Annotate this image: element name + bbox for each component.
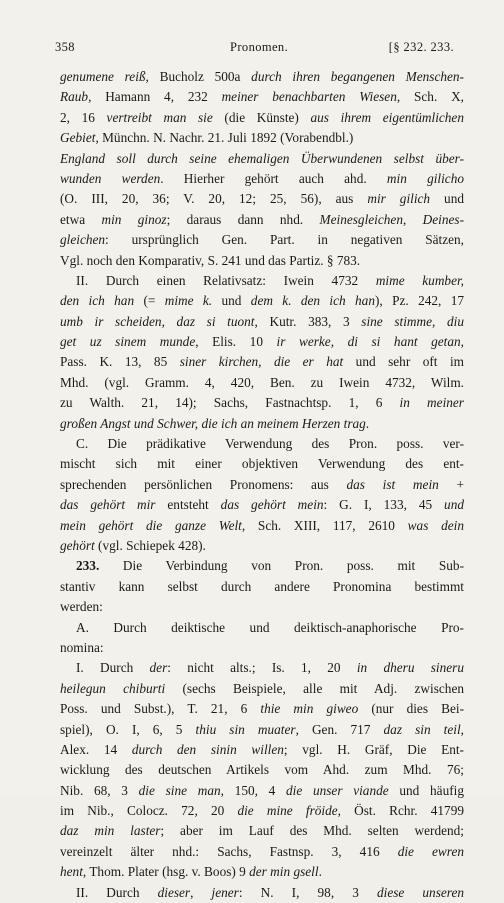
text-run: : nicht alts.; Is. 1, 20 [167, 660, 357, 676]
text-run: ; aber im Lauf des Mhd. selten werdend; [160, 823, 464, 839]
text-line [60, 149, 464, 169]
text-line [60, 842, 464, 862]
italic-phrase: thie min giweo [260, 701, 359, 717]
italic-phrase: in meiner [399, 395, 464, 411]
text-run: ), Pz. 242, 17 [374, 293, 464, 309]
italic-phrase: großen Angst und Schwer, die ich an meinem Herzen trag [60, 415, 366, 431]
italic-phrase: Gebiet [60, 130, 96, 146]
text-line [60, 883, 464, 903]
text-line [60, 414, 464, 434]
text-run: und häufig [388, 782, 464, 798]
text-line [60, 699, 464, 719]
text-run: . [318, 864, 322, 880]
text-run: , [460, 334, 464, 350]
text-run: spiel), O. I, 6, 5 [60, 721, 196, 737]
italic-phrase: umb ir scheiden, daz si tuont [60, 313, 255, 329]
text-line [60, 67, 464, 87]
text-line [60, 271, 464, 291]
text-run: ; daraus dann nhd. [166, 211, 320, 227]
text-run: , 150, 4 [220, 782, 286, 798]
text-run: : G. I, 133, 45 [323, 497, 445, 513]
section-number: 233. [76, 558, 100, 574]
italic-phrase: sine stimme, diu [361, 313, 464, 329]
text-run: (sechs Beispiele, alle mit Adj. zwischen [165, 680, 464, 696]
italic-phrase: min gilicho [386, 170, 464, 186]
text-line [60, 638, 464, 658]
italic-phrase: mime kumber, [375, 272, 464, 288]
text-run: Die Verbindung von Pron. poss. mit Sub- [99, 558, 464, 574]
italic-phrase: in dheru sineru [356, 660, 464, 676]
italic-phrase: get uz sinem munde [60, 334, 196, 350]
italic-phrase: was dein [407, 517, 464, 533]
text-line [60, 210, 464, 230]
running-header [55, 40, 454, 56]
text-run: (O. III, 20, 36; V. 20, 12; 25, 56), aus [60, 191, 368, 207]
text-run: . Hierher gehört auch ahd. [160, 170, 387, 186]
text-run: etwa [60, 211, 102, 227]
italic-phrase: genumene reiß [60, 69, 146, 84]
text-run: , [402, 211, 423, 227]
text-run: I. Durch [76, 660, 150, 676]
italic-phrase: daz sin teil [383, 721, 461, 737]
page-number: 358 [55, 40, 75, 54]
italic-phrase: die mine fröide [237, 803, 338, 819]
text-line [60, 536, 464, 556]
text-line [60, 87, 464, 107]
text-run: vereinzelt älter nhd.: Sachs, Fastnsp. 3, 416 [60, 843, 398, 859]
text-run: (nur dies Bei- [358, 701, 464, 717]
italic-phrase: Raub [60, 89, 89, 105]
italic-phrase: den ich han [60, 293, 135, 309]
text-line [60, 393, 464, 413]
italic-phrase: dieser [157, 884, 191, 900]
text-line [60, 312, 464, 332]
text-run: A. Durch deiktische und deiktisch-anaphorische Pro- [76, 619, 464, 635]
italic-phrase: das gehört mein [220, 497, 324, 513]
text-line [60, 618, 464, 638]
text-run: wicklung des deutschen Artikels vom Ahd. zum Mhd. 76; [60, 762, 464, 778]
italic-phrase: die sine man [138, 782, 221, 798]
italic-phrase: siner kirchen, die er hat [179, 354, 344, 370]
text-run: und sehr oft im [343, 354, 464, 370]
italic-phrase: dem k. den ich han [250, 293, 375, 309]
text-run: und [430, 191, 464, 207]
italic-phrase: der min gsell [249, 864, 319, 880]
text-run: ; vgl. H. Gräf, Die Ent- [283, 741, 464, 757]
italic-phrase: der [149, 660, 168, 676]
text-run: , Münchn. N. Nachr. 21. Juli 1892 (Vorabendbl.) [95, 130, 354, 146]
italic-phrase: ir werke, di si hant getan [276, 334, 461, 350]
text-line [60, 352, 464, 372]
italic-phrase: wunden werden [60, 170, 161, 186]
text-run: sprechenden persönlichen Pronomens: aus [60, 476, 347, 492]
text-line [60, 862, 464, 882]
text-run: , Bucholz 500a [145, 69, 252, 84]
text-run: , Elis. 10 [195, 334, 277, 350]
text-line [60, 740, 464, 760]
text-run: werden: [60, 599, 103, 615]
italic-phrase: heilegun chiburti [60, 680, 166, 696]
text-line [60, 251, 464, 271]
italic-phrase: aus ihrem eigentümlichen [310, 109, 464, 125]
text-run: stantiv kann selbst durch andere Pronomina bestimmt [60, 578, 464, 594]
italic-phrase: thiu sin muater [195, 721, 296, 737]
text-run: (vgl. Schiepek 428). [94, 537, 206, 553]
italic-phrase: hent [60, 864, 83, 880]
text-run: : ursprünglich Gen. Part. in negativen Sätzen, [105, 232, 464, 248]
text-run: entsteht [155, 497, 221, 513]
italic-phrase: die ewren [397, 843, 464, 859]
running-title: Pronomen. [230, 40, 289, 54]
italic-phrase: mein gehört die ganze Welt [60, 517, 242, 533]
italic-phrase: min ginoz [101, 211, 167, 227]
text-line [60, 495, 464, 515]
text-run: Vgl. noch den Komparativ, S. 241 und das Partiz. § 783. [60, 252, 361, 268]
text-line [60, 475, 464, 495]
text-run: Alex. 14 [60, 741, 132, 757]
text-run: , [460, 721, 464, 737]
text-line [60, 128, 464, 148]
text-line [60, 720, 464, 740]
text-run: (= [134, 293, 165, 309]
italic-phrase: das ist mein [346, 476, 439, 492]
text-line [60, 108, 464, 128]
text-run: . [365, 415, 370, 431]
text-line [60, 169, 464, 189]
italic-phrase: gleichen [60, 232, 106, 248]
body-text [60, 67, 464, 903]
text-run: zu Walth. 21, 14); Sachs, Fastnachtsp. 1, 6 [60, 395, 400, 411]
text-run: , Hamann 4, 232 [88, 89, 222, 105]
text-line [60, 781, 464, 801]
text-run: : N. I, 98, 3 [238, 884, 377, 900]
italic-phrase: Meinesgleichen [319, 211, 403, 227]
text-run: mischt sich mit einer objektiven Verwendung des ent- [60, 456, 464, 472]
italic-phrase: durch den sinin willen [131, 741, 284, 757]
text-run: Pass. K. 13, 85 [60, 354, 180, 370]
italic-phrase: gehört [60, 537, 95, 553]
italic-phrase: jener [211, 884, 239, 900]
text-run: (die Künste) [212, 109, 311, 125]
text-line [60, 291, 464, 311]
italic-phrase: vertreibt man sie [106, 109, 213, 125]
text-run: 2, 16 [60, 109, 107, 125]
italic-phrase: diese unseren [376, 884, 464, 900]
text-line [60, 189, 464, 209]
italic-phrase: durch ihren begangenen Menschen- [251, 69, 464, 84]
text-run: , Sch. X, [396, 89, 464, 105]
text-line [60, 760, 464, 780]
text-run: II. Durch einen Relativsatz: Iwein 4732 [76, 272, 376, 288]
text-line [60, 516, 464, 536]
text-run: und [212, 293, 251, 309]
section-reference: [§ 232. 233. [388, 40, 454, 54]
italic-phrase: die unser viande [286, 782, 389, 798]
text-line [60, 577, 464, 597]
italic-phrase: England soll durch seine ehemaligen Überwundenen selbst über- [60, 150, 464, 166]
text-line [60, 230, 464, 250]
text-line [60, 454, 464, 474]
text-line [60, 373, 464, 393]
text-run: nomina: [60, 639, 104, 655]
italic-phrase: das gehört mir [60, 497, 156, 513]
text-line [60, 658, 464, 678]
text-run: im Nib., Colocz. 72, 20 [60, 803, 238, 819]
text-run: + [438, 476, 464, 492]
text-line [60, 332, 464, 352]
text-run: , Öst. Rchr. 41799 [337, 803, 464, 819]
text-run: , Kutr. 383, 3 [254, 313, 362, 329]
italic-phrase: daz min laster [60, 823, 161, 839]
text-run: , Sch. XIII, 117, 2610 [241, 517, 408, 533]
italic-phrase: mime k. [164, 293, 213, 309]
text-line [60, 821, 464, 841]
text-line [60, 679, 464, 699]
italic-phrase: mir gilich [367, 191, 431, 207]
text-run: , Gen. 717 [295, 721, 384, 737]
text-run: Mhd. (vgl. Gramm. 4, 420, Ben. zu Iwein 4732, Wilm. [60, 374, 464, 390]
text-run: , Thom. Plater (hsg. v. Boos) 9 [82, 864, 250, 880]
text-run: , [190, 884, 212, 900]
italic-phrase: und [444, 497, 464, 513]
text-run: C. Die prädikative Verwendung des Pron. poss. ver- [76, 436, 464, 452]
italic-phrase: meiner benachbarten Wiesen [221, 89, 397, 105]
text-run: Nib. 68, 3 [60, 782, 139, 798]
text-run: Poss. und Subst.), T. 21, 6 [60, 701, 261, 717]
italic-phrase: Deines- [422, 211, 464, 227]
text-line [60, 434, 464, 454]
text-line [60, 556, 464, 576]
text-run: II. Durch [76, 884, 158, 900]
text-line [60, 801, 464, 821]
text-line [60, 597, 464, 617]
